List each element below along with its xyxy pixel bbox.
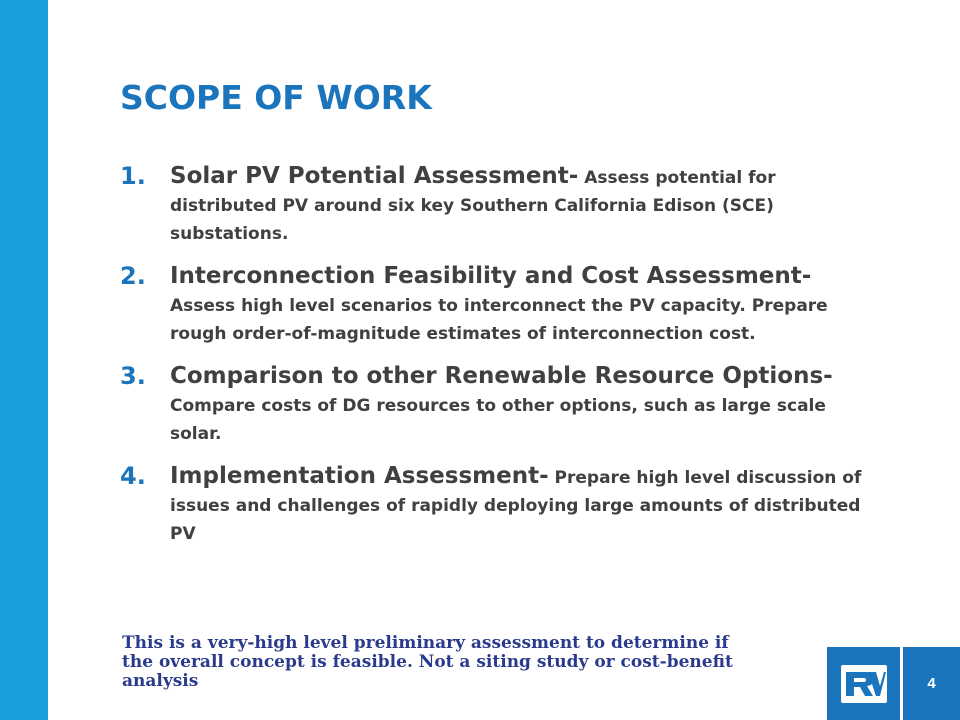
item-body: Compare costs of DG resources to other options, such as large scale solar. — [170, 396, 826, 444]
item-number: 2. — [120, 262, 146, 290]
disclaimer-note: This is a very-high level preliminary assessment to determine if the overall concept is feasible. Not a siting study or cost-benefit analysis — [122, 633, 733, 691]
item-heading: Implementation Assessment- — [170, 463, 549, 489]
item-body: Prepare high level discussion of issues and challenges of rapidly deploying large amounts of distributed PV — [170, 468, 862, 544]
item-heading: Comparison to other Renewable Resource Options- — [170, 363, 833, 389]
list-item — [120, 460, 880, 548]
page-number-box — [903, 647, 960, 720]
item-heading: Interconnection Feasibility and Cost Assessment- — [170, 263, 812, 289]
item-body: Assess potential for distributed PV around six key Southern California Edison (SCE) substations. — [170, 168, 776, 244]
rv-logo-icon — [840, 664, 888, 704]
slide-title: SCOPE OF WORK — [120, 78, 432, 117]
left-accent-bar — [0, 0, 48, 720]
item-body: Assess high level scenarios to interconnect the PV capacity. Prepare rough order-of-magnitude estimates of interconnection cost. — [170, 296, 828, 344]
logo-box — [827, 647, 900, 720]
scope-list — [120, 160, 880, 560]
item-number: 1. — [120, 162, 146, 190]
page-number: 4 — [927, 675, 936, 692]
list-item — [120, 160, 880, 248]
list-item — [120, 360, 880, 448]
item-number: 4. — [120, 462, 146, 490]
item-heading: Solar PV Potential Assessment- — [170, 163, 579, 189]
list-item — [120, 260, 880, 348]
item-number: 3. — [120, 362, 146, 390]
